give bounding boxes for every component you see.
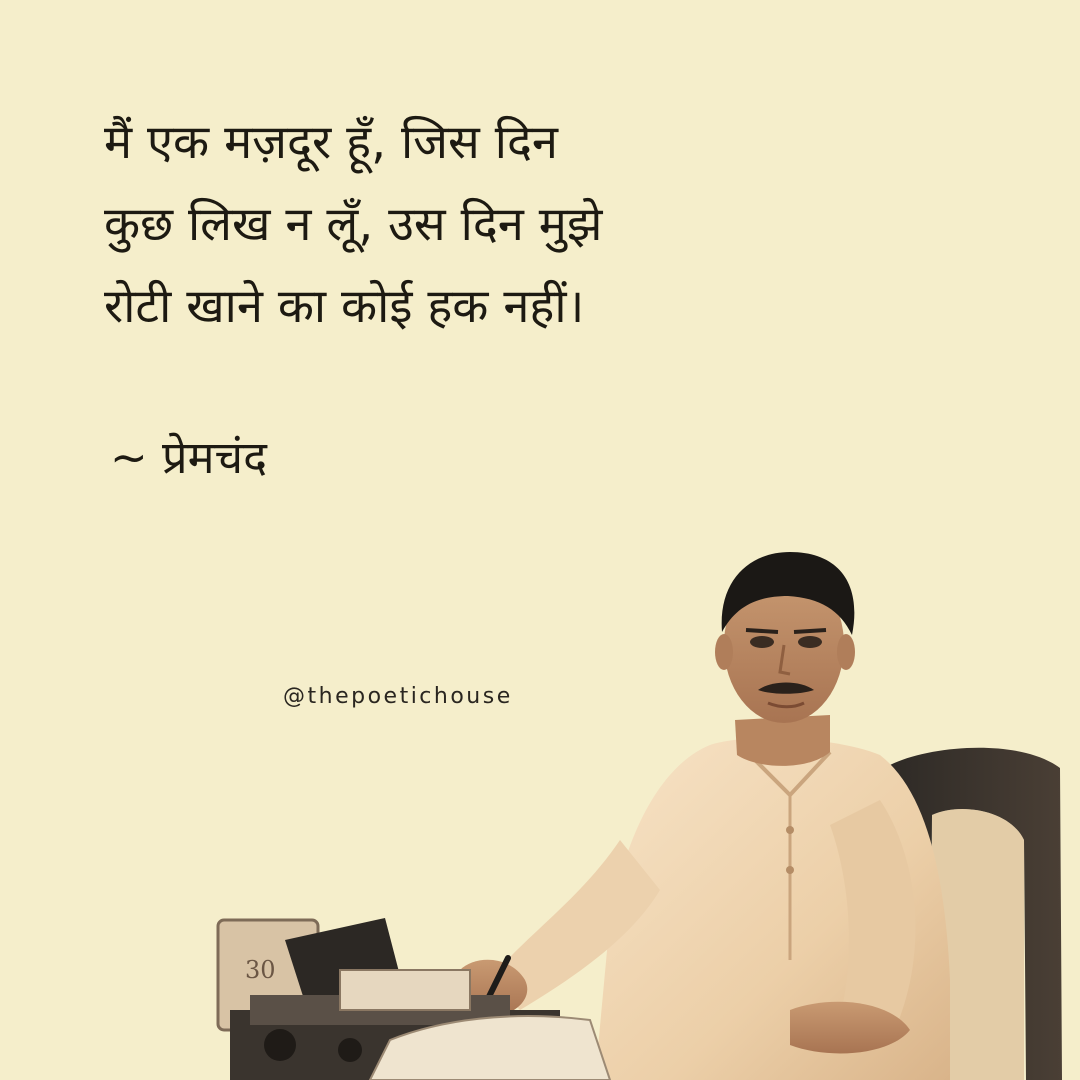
author-portrait-photo (190, 540, 1080, 1080)
author-figure (458, 552, 950, 1080)
quote-line-1: मैं एक मज़दूर हूँ, जिस दिन (104, 115, 558, 170)
calendar-number: 30 (245, 956, 276, 984)
quote-attribution: ~ प्रेमचंद (110, 431, 267, 484)
quote-text (104, 102, 824, 348)
quote-line-2: कुछ लिख न लूँ, उस दिन मुझे (104, 197, 603, 252)
quote-line-3: रोटी खाने का कोई हक नहीं। (104, 279, 585, 334)
account-handle: @thepoetichouse (283, 684, 513, 709)
